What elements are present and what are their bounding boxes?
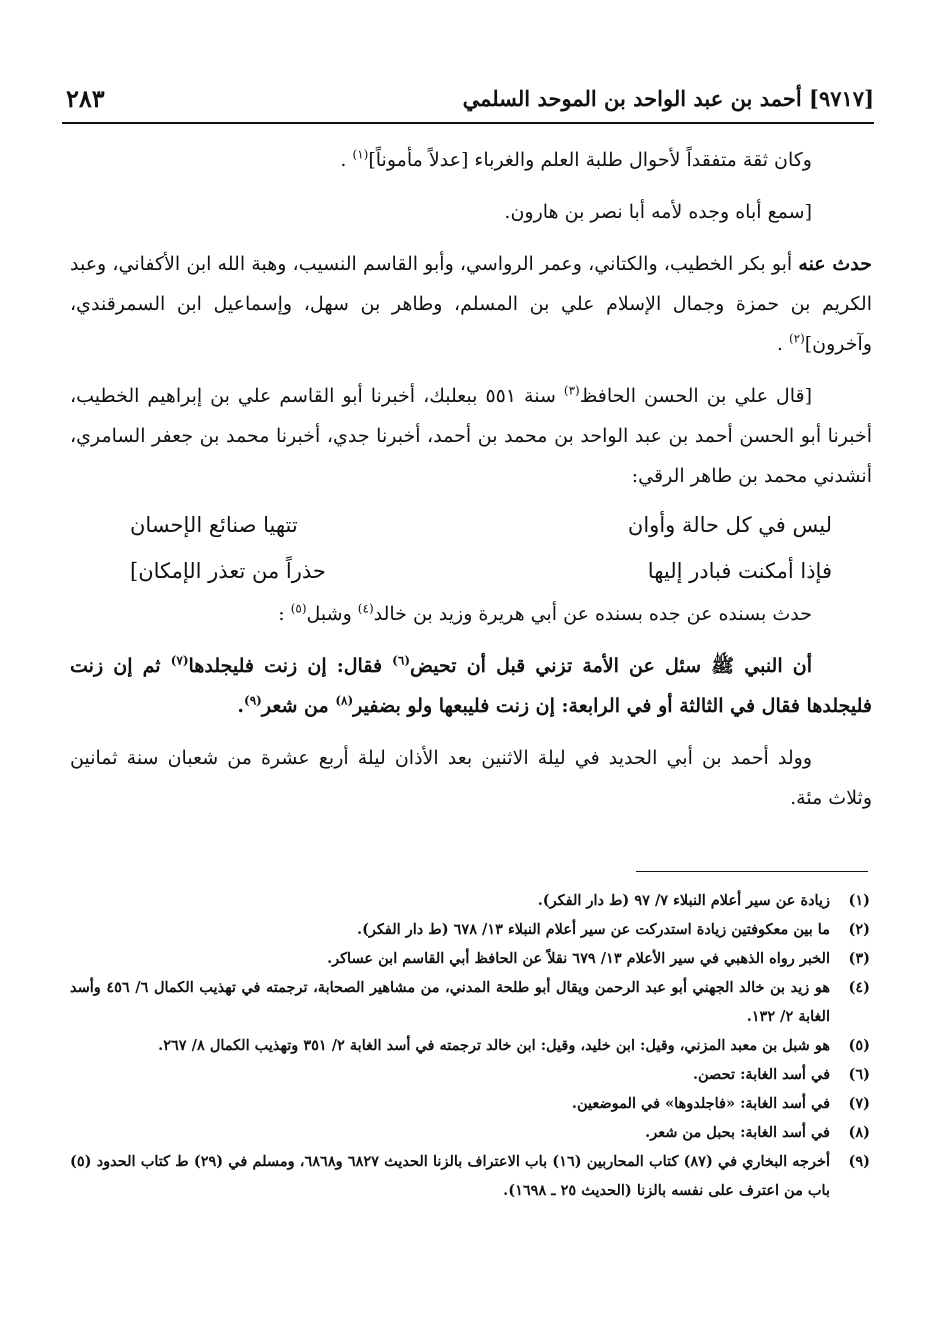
footnote-ref-6: (٦) — [392, 653, 410, 668]
footnote-divider — [636, 871, 868, 872]
paragraph-1: وكان ثقة متفقداً لأحوال طلبة العلم والغرباء [عدلاً مأموناً]$^{(١)}$ . — [340, 147, 812, 171]
main-text — [70, 140, 872, 818]
paragraph-3-lead: حدث عنه — [798, 253, 872, 275]
paragraph-7: وولد أحمد بن أبي الحديد في ليلة الاثنين بعد الأذان ليلة أربع عشرة من شعبان سنة ثمانين وثلاث مئة. — [70, 747, 872, 809]
paragraph-2: [سمع أباه وجده لأمه أبا نصر بن هارون. — [504, 201, 812, 223]
footnote-ref-5: (٥) — [290, 601, 307, 616]
paragraph-4: [قال علي بن الحسن الحافظ$^{(٣)}$ سنة ٥٥١ ببعلبك، أخبرنا أبو القاسم علي بن إبراهيم الخطيب، أخبرنا أبو الحسن أحمد بن عبد الواحد بن محمد بن أحمد، أخبرنا جدي، أخبرنا محمد بن جعفر السامري، أنشدني محمد بن طاهر الرقي: — [70, 383, 872, 487]
footnote-item: (١) زيادة عن سير أعلام النبلاء ٧/ ٩٧ (ط دار الفكر). — [537, 892, 870, 909]
footnote-ref-9: (٩) — [244, 693, 262, 708]
poem-line-2-second-hemistich: حذراً من تعذر الإمكان] — [130, 559, 326, 583]
footnote-item: (٦) في أسد الغابة: تحصن. — [692, 1066, 870, 1083]
footnote-ref-3: (٣) — [563, 383, 580, 398]
footnote-item: (٥) هو شبل بن معبد المزني، وقيل: ابن خليد، وقيل: ابن خالد ترجمته في أسد الغابة ٢/ ٣٥١ وتهذيب الكمال ٨/ ٢٦٧. — [158, 1037, 870, 1054]
poem-line-1 — [70, 502, 872, 548]
footnote-ref-4: (٤) — [357, 601, 374, 616]
footnote-ref-7: (٧) — [170, 653, 189, 668]
poem-line-1-second-hemistich: تتهيا صنائع الإحسان — [130, 513, 298, 537]
footnote-item: (٨) في أسد الغابة: بحبل من شعر. — [645, 1124, 870, 1141]
footnote-item: (٩) أخرجه البخاري في (٨٧) كتاب المحاربين (١٦) باب الاعتراف بالزنا الحديث ٦٨٢٧ و٦٨٦٨، ومسلم في (٢٩) ط كتاب الحدود (٥) باب من اعترف على نفسه بالزنا (الحديث ٢٥ ـ ١٦٩٨). — [70, 1153, 870, 1199]
page-number: ٢٨٣ — [66, 84, 105, 113]
poem-line-2 — [70, 548, 872, 594]
paragraph-6: أن النبي ﷺ سئل عن الأمة تزني قبل أن تحيض$^{(٦)}$ فقال: إن زنت فليجلدها$^{(٧)}$ ثم إن زنت فليجلدها فقال في الثالثة أو في الرابعة: إن زنت فليبعها ولو بضفير$^{(٨)}$ من شعر$^{(٩)}$. — [70, 653, 872, 717]
footnote-item: (٤) هو زيد بن خالد الجهني أبو عبد الرحمن ويقال أبو طلحة المدني، من مشاهير الصحابة، ترجمته في تهذيب الكمال ٦/ ٤٥٦ وأسد الغابة ٢/ ١٣٢. — [70, 979, 870, 1025]
poem-line-1-first-hemistich: ليس في كل حالة وأوان — [627, 513, 832, 537]
footnote-ref-8: (٨) — [335, 693, 354, 708]
footnote-item: (٣) الخبر رواه الذهبي في سير الأعلام ١٣/ ٦٧٩ نقلاً عن الحافظ أبي القاسم ابن عساكر. — [327, 950, 870, 967]
footnote-ref-2: (٢) — [788, 331, 805, 346]
paragraph-5: حدث بسنده عن جده بسنده عن أبي هريرة وزيد بن خالد$^{(٤)}$ وشبل$^{(٥)}$ : — [278, 601, 812, 625]
footnote-item: (٧) في أسد الغابة: «فاجلدوها» في الموضعين. — [571, 1095, 870, 1112]
paragraph-3: حدث عنه أبو بكر الخطيب، والكتاني، وعمر الرواسي، وأبو القاسم النسيب، وهبة الله ابن الأكفاني، وعبد الكريم بن حمزة وجمال الإسلام علي بن المسلم، وطاهر بن سهل، وإسماعيل ابن السمرقندي، وآخرون]$^{(٢)}$ . — [70, 253, 872, 355]
running-header — [62, 82, 874, 124]
poem — [70, 502, 872, 594]
footnote-item: (٢) ما بين معكوفتين زيادة استدركت عن سير أعلام النبلاء ١٣/ ٦٧٨ (ط دار الفكر). — [357, 921, 870, 938]
footnotes — [70, 886, 870, 1205]
poem-line-2-first-hemistich: فإذا أمكنت فبادر إليها — [647, 559, 832, 583]
header-title: [٩٧١٧] أحمد بن عبد الواحد بن الموحد السلمي — [462, 86, 874, 111]
footnote-ref-1: (١) — [352, 147, 369, 162]
